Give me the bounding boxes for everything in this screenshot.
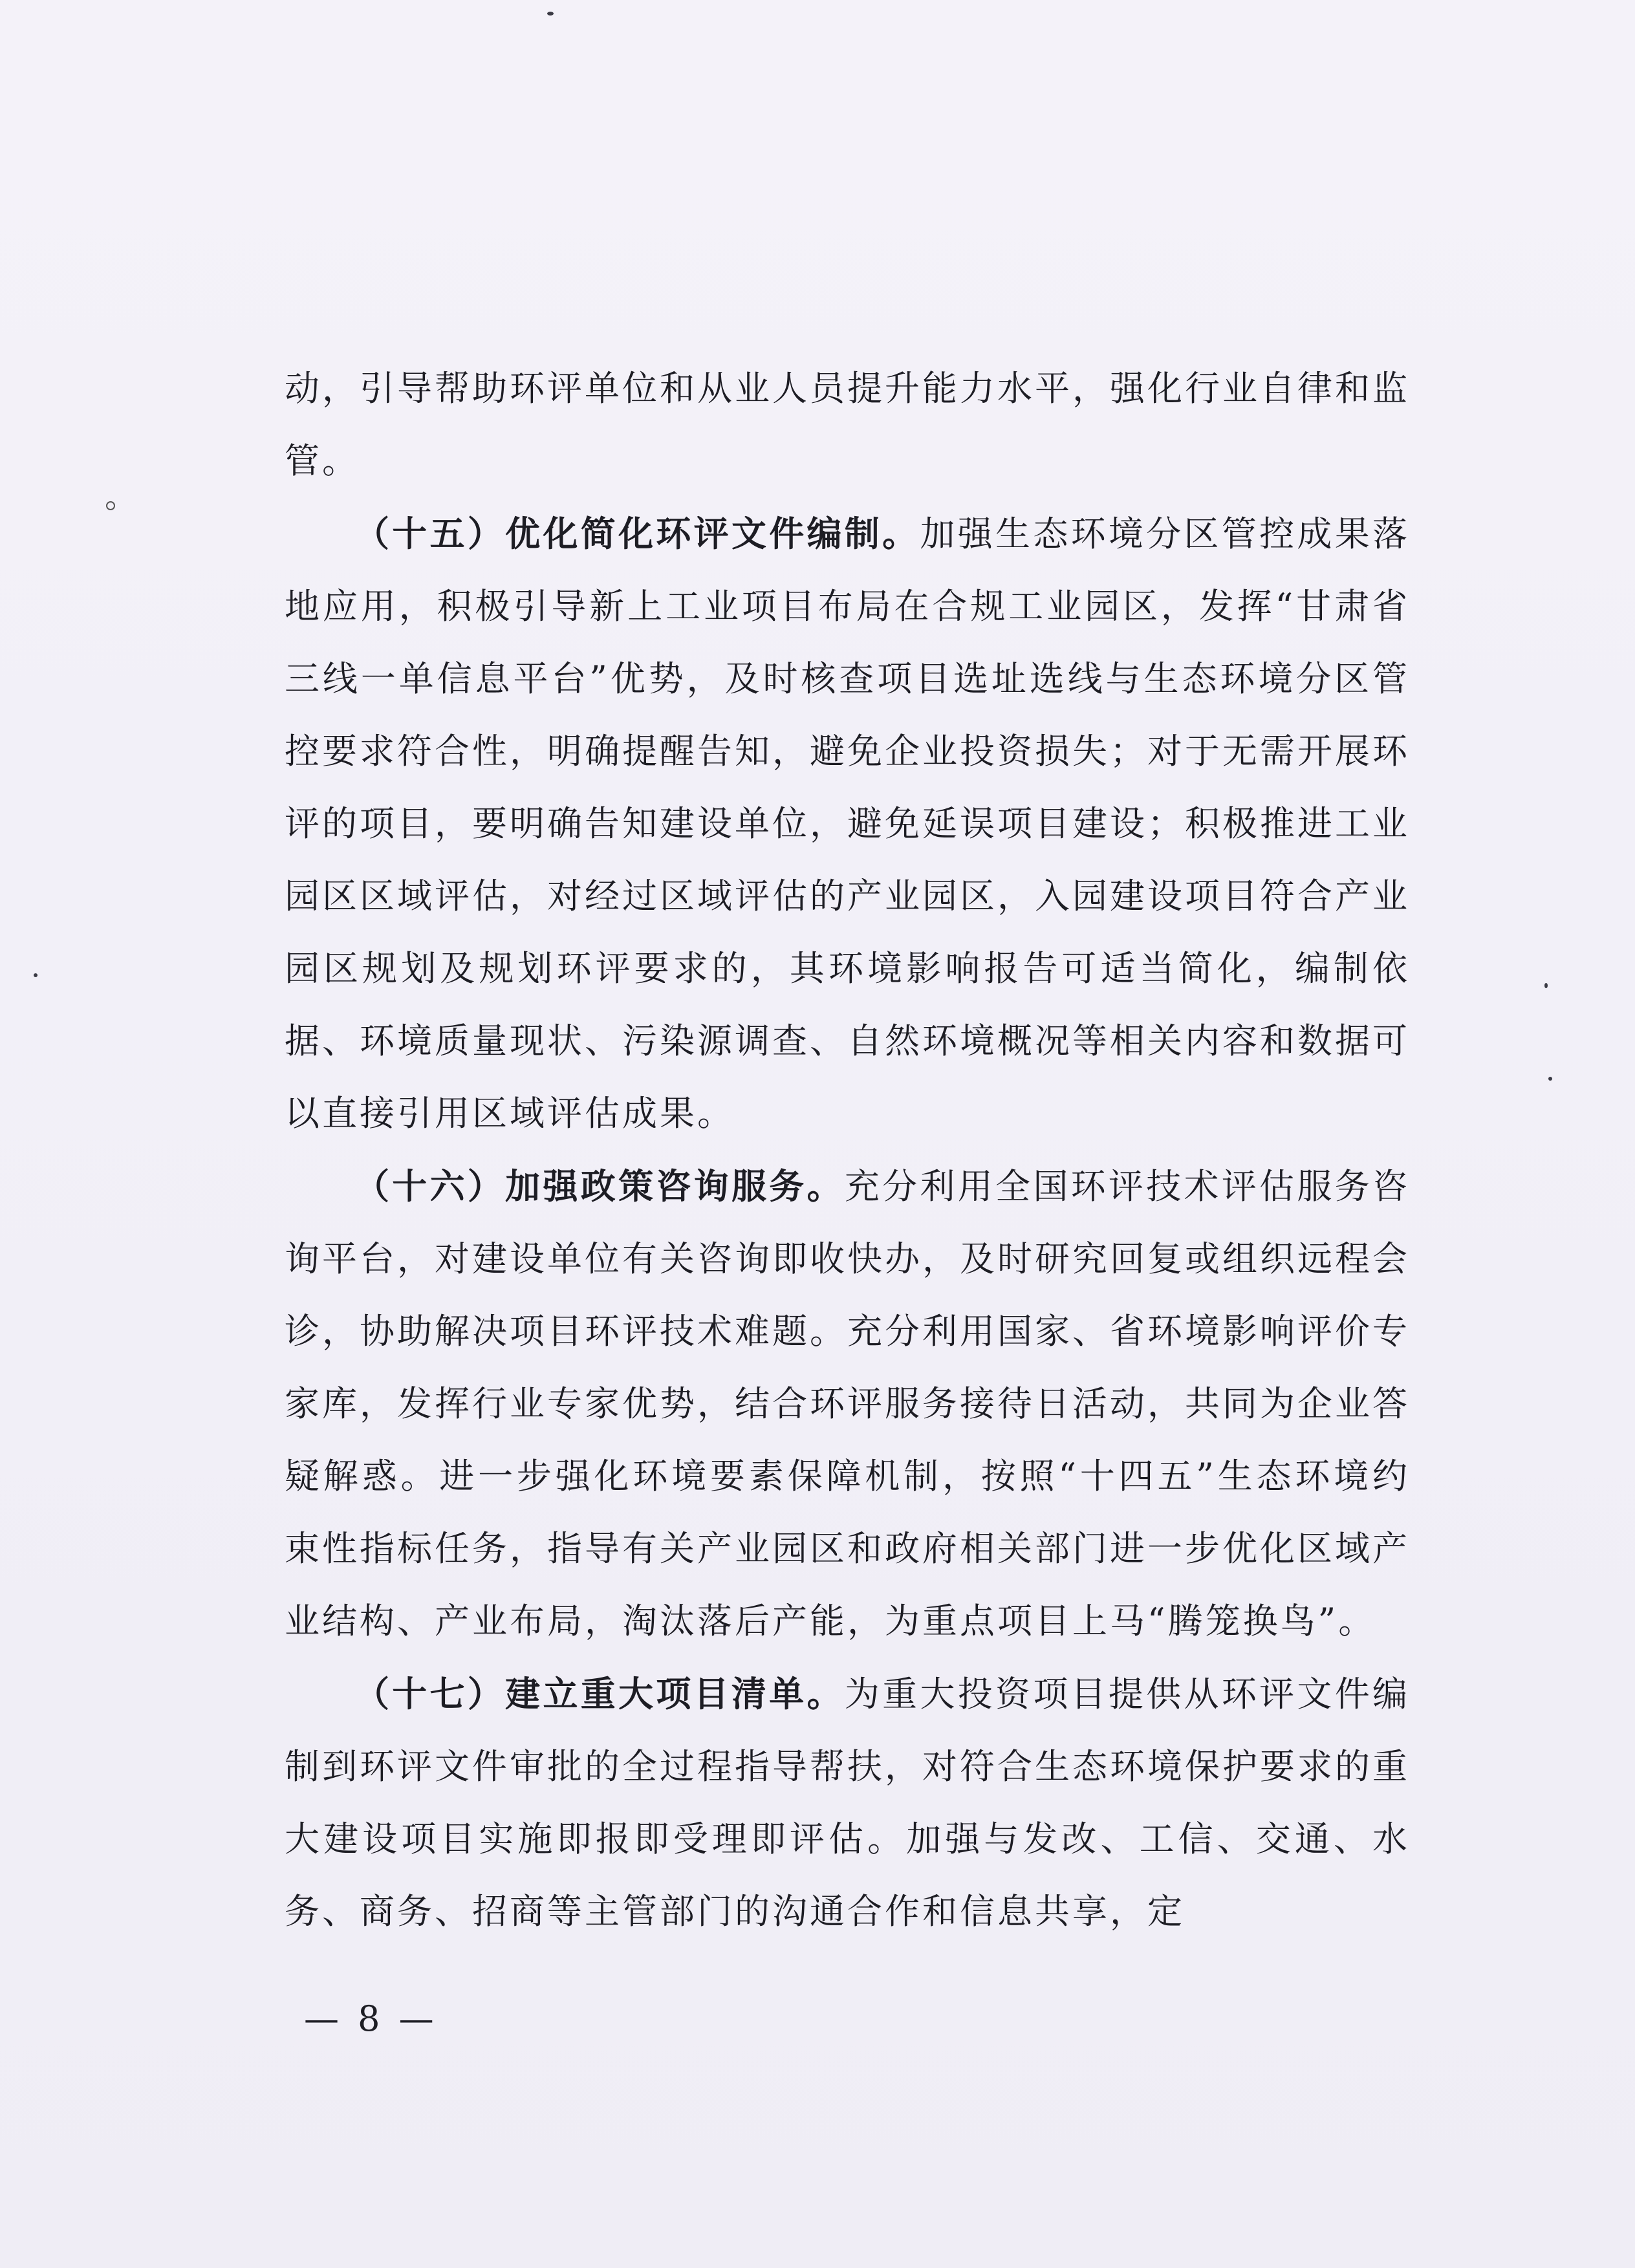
body-text	[285, 352, 1410, 1948]
paragraph-text: 加强生态环境分区管控成果落地应用，积极引导新上工业项目布局在合规工业园区，发挥“甘肃省三线一单信息平台”优势，及时核查项目选址选线与生态环境分区管控要求符合性，明确提醒告知，避免企业投资损失；对于无需开展环评的项目，要明确告知建设单位，避免延误项目建设；积极推进工业园区区域评估，对经过区域评估的产业园区，入园建设项目符合产业园区规划及规划环评要求的，其环境影响报告可适当简化，编制依据、环境质量现状、污染源调查、自然环境概况等相关内容和数据可以直接引用区域评估成果。	[285, 513, 1411, 1134]
scan-speck	[1544, 983, 1548, 988]
paragraph-17	[285, 1658, 1410, 1948]
paragraph-heading: （十五）优化简化环评文件编制。	[354, 513, 920, 554]
scan-speck	[106, 501, 115, 510]
paragraph-text: 动，引导帮助环评单位和从业人员提升能力水平，强化行业自律和监管。	[285, 368, 1410, 481]
paragraph-heading: （十六）加强政策咨询服务。	[354, 1165, 845, 1207]
paragraph-text: 充分利用全国环评技术评估服务咨询平台，对建设单位有关咨询即收快办，及时研究回复或组织远程会诊，协助解决项目环评技术难题。充分利用国家、省环境影响评价专家库，发挥行业专家优势，结合环评服务接待日活动，共同为企业答疑解惑。进一步强化环境要素保障机制，按照“十四五”生态环境约束性指标任务，指导有关产业园区和政府相关部门进一步优化区域产业结构、产业布局，淘汰落后产能，为重点项目上马“腾笼换鸟”。	[285, 1166, 1411, 1641]
paragraph-continuation	[285, 352, 1410, 497]
paragraph-heading: （十七）建立重大项目清单。	[354, 1673, 845, 1714]
paragraph-16	[285, 1150, 1410, 1658]
paragraph-text: 为重大投资项目提供从环评文件编制到环评文件审批的全过程指导帮扶，对符合生态环境保护要求的重大建设项目实施即报即受理即评估。加强与发改、工信、交通、水务、商务、招商等主管部门的沟通合作和信息共享，定	[285, 1674, 1411, 1932]
page-number: — 8 —	[304, 1998, 438, 2039]
scan-speck	[34, 973, 38, 977]
paragraph-15	[285, 497, 1410, 1150]
scan-speck	[547, 12, 554, 16]
scan-speck	[1548, 1077, 1552, 1081]
